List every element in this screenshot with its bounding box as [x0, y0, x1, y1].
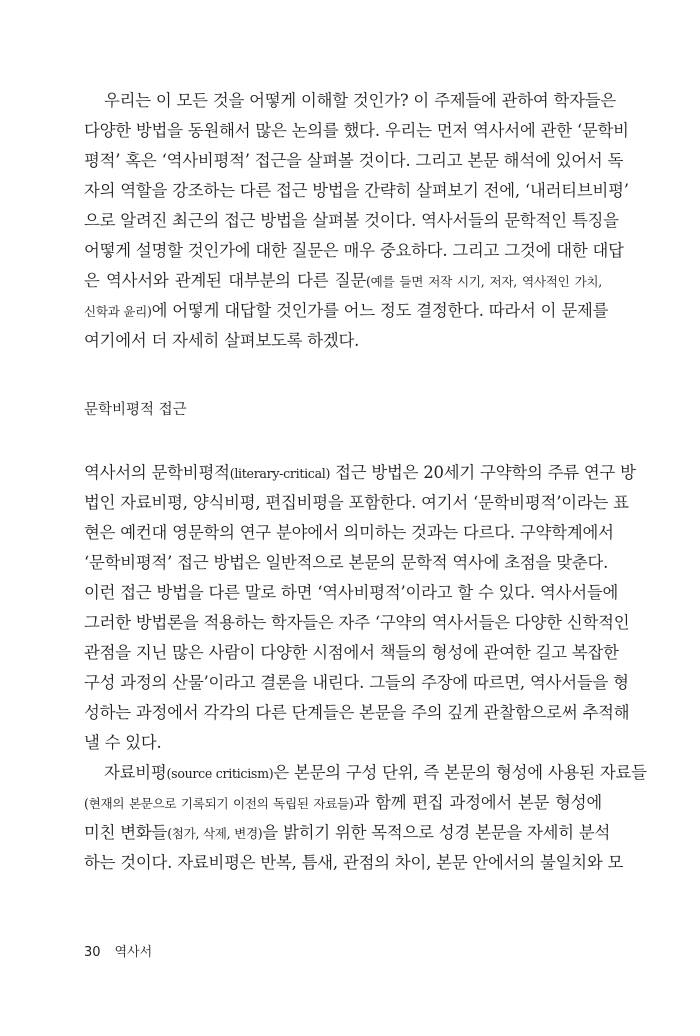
body-text-line: 구성 과정의 산물’이라고 결론을 내린다. 그들의 주장에 따르면, 역사서들을 형: [84, 673, 629, 692]
body-text-line: 여기에서 더 자세히 살펴보도록 하겠다.: [84, 331, 360, 350]
body-text-line: 다양한 방법을 동원해서 많은 논의를 했다. 우리는 먼저 역사서에 관한 ‘문학비: [84, 121, 629, 140]
parenthetical-note: (예를 들면 저작 시기, 저자, 역사적인 가치,: [366, 274, 602, 289]
body-text-line: 이런 접근 방법을 다른 말로 하면 ‘역사비평적’이라고 할 수 있다. 역사서들에: [84, 583, 619, 602]
parenthetical-note: (첨가, 삭제, 변경): [167, 826, 263, 841]
body-text-line: [84, 296, 609, 326]
english-term: (literary-critical): [229, 466, 331, 481]
body-text-line: 법인 자료비평, 양식비평, 편집비평을 포함한다. 여기서 ‘문학비평적’이라는 표: [84, 493, 629, 512]
body-text-run: 자료비평: [104, 763, 167, 782]
page-number: 30: [84, 945, 101, 960]
english-term: (source criticism): [166, 766, 274, 781]
body-text-line: 현은 예컨대 영문학의 연구 분야에서 의미하는 것과는 다르다. 구약학계에서: [84, 523, 614, 542]
body-text-line: [84, 818, 611, 848]
body-text-run: 미친 변화들: [84, 823, 168, 842]
body-text-run: 은 역사서와 관계된 대부분의 다른 질문: [84, 271, 367, 290]
body-text-line: 평적’ 혹은 ‘역사비평적’ 접근을 살펴볼 것이다. 그리고 본문 해석에 있어서 독: [84, 151, 624, 170]
body-text-line: [104, 758, 647, 788]
body-text-run: 과 함께 편집 과정에서 본문 형성에: [353, 793, 602, 812]
parenthetical-note: (현재의 본문으로 기록되기 이전의 독립된 자료들): [84, 796, 354, 811]
section-heading: 문학비평적 접근: [84, 402, 187, 418]
body-text-run: 은 본문의 구성 단위, 즉 본문의 형성에 사용된 자료들: [273, 763, 647, 782]
body-text-run: 에 어떻게 대답할 것인가를 어느 정도 결정한다. 따라서 이 문제를: [151, 301, 609, 320]
body-text-line: [84, 788, 602, 818]
body-text-run: 을 밝히기 위한 목적으로 성경 본문을 자세히 분석: [262, 823, 611, 842]
body-text-run: 역사서의 문학비평적: [84, 463, 230, 482]
body-text-line: 자의 역할을 강조하는 다른 접근 방법을 간략히 살펴보기 전에, ‘내러티브비평’: [84, 181, 629, 200]
body-text-line: 낼 수 있다.: [84, 733, 162, 752]
body-text-run: 접근 방법은 20세기 구약학의 주류 연구 방: [330, 463, 636, 482]
parenthetical-note: 신학과 윤리): [84, 304, 152, 319]
body-text-line: ‘문학비평적’ 접근 방법은 일반적으로 본문의 문학적 역사에 초점을 맞춘다.: [84, 553, 609, 572]
page-footer: [84, 944, 152, 962]
body-text-line: 성하는 과정에서 각각의 다른 단계들은 본문을 주의 깊게 관찰함으로써 추적해: [84, 703, 630, 722]
body-text-line: 어떻게 설명할 것인가에 대한 질문은 매우 중요하다. 그리고 그것에 대한 대답: [84, 241, 624, 260]
body-text-line: 우리는 이 모든 것을 어떻게 이해할 것인가? 이 주제들에 관하여 학자들은: [104, 91, 617, 110]
body-text-line: [84, 458, 636, 488]
body-text-line: 하는 것이다. 자료비평은 반복, 틈새, 관점의 차이, 본문 안에서의 불일치와 모: [84, 853, 624, 872]
body-text-line: 으로 알려진 최근의 접근 방법을 살펴볼 것이다. 역사서들의 문학적인 특징을: [84, 211, 619, 230]
body-text-line: 그러한 방법론을 적용하는 학자들은 자주 ‘구약의 역사서들은 다양한 신학적인: [84, 613, 630, 632]
body-text-line: [84, 266, 602, 296]
body-text-line: 관점을 지닌 많은 사람이 다양한 시점에서 책들의 형성에 관여한 길고 복잡한: [84, 643, 619, 662]
running-title: 역사서: [114, 945, 153, 960]
